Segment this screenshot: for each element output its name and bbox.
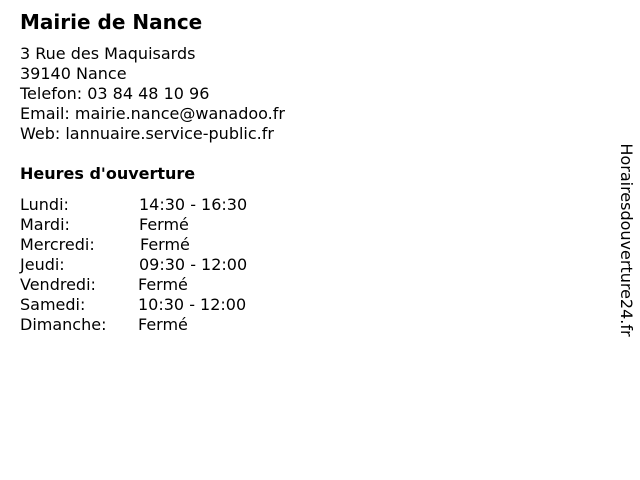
street-address: 3 Rue des Maquisards [20,44,196,63]
website-line: Web: lannuaire.service-public.fr [20,124,274,143]
postal-city: 39140 Nance [20,64,127,83]
phone-line: Telefon: 03 84 48 10 96 [20,84,210,103]
day-label: Mardi: [20,215,70,234]
time-value: Fermé [138,275,188,294]
site-watermark-vertical: Horairesdouverture24.fr [617,143,636,337]
time-value: 09:30 - 12:00 [139,255,248,274]
time-value: Fermé [138,315,188,334]
day-label: Mercredi: [20,235,95,254]
contact-block [20,44,285,144]
time-value: 14:30 - 16:30 [139,195,248,214]
day-label: Lundi: [20,195,69,214]
time-value: Fermé [139,215,189,234]
hours-heading: Heures d'ouverture [20,164,196,183]
day-label: Vendredi: [20,275,96,294]
day-label: Jeudi: [20,255,65,274]
place-title: Mairie de Nance [20,10,203,34]
email-line: Email: mairie.nance@wanadoo.fr [20,104,285,123]
day-label: Dimanche: [20,315,107,334]
time-value: 10:30 - 12:00 [138,295,247,314]
day-label: Samedi: [20,295,86,314]
time-value: Fermé [140,235,190,254]
